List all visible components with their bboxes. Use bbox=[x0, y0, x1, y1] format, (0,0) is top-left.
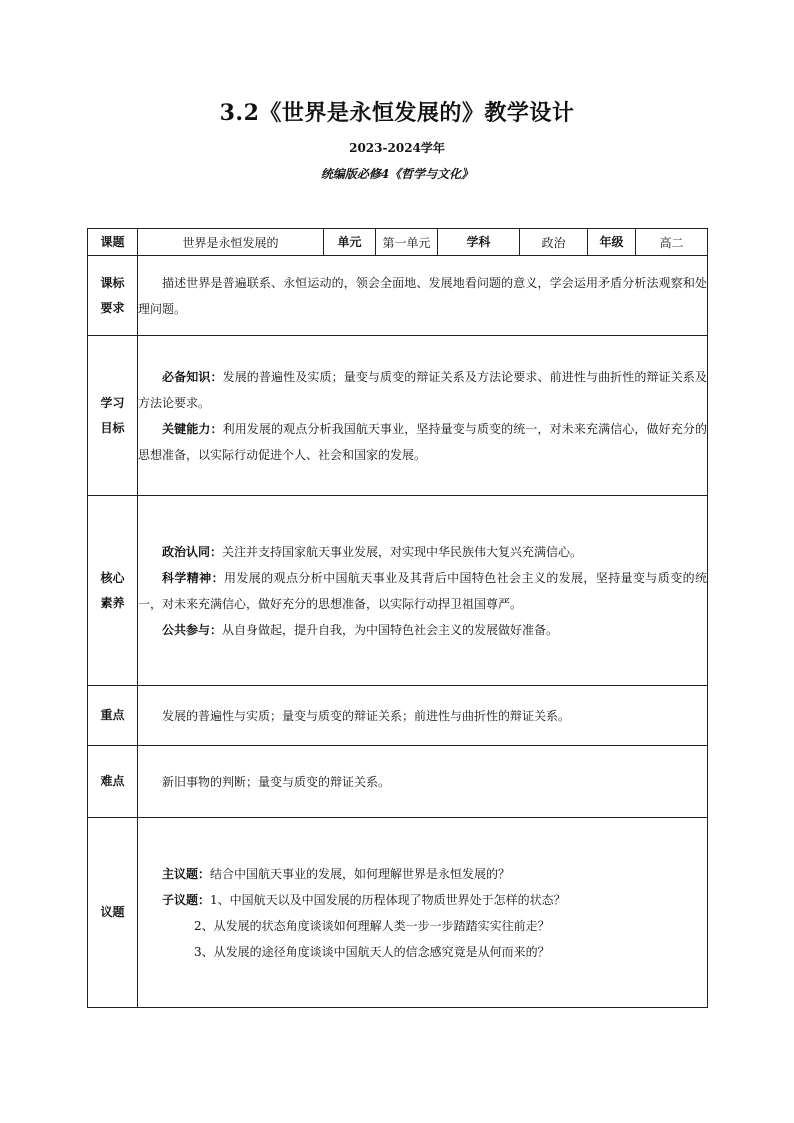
standards-label-line1: 课标 bbox=[100, 275, 125, 290]
literacy-label-line2: 素养 bbox=[100, 595, 125, 610]
literacy-row bbox=[88, 496, 708, 686]
topics-row bbox=[88, 818, 708, 1008]
key-points-label: 重点 bbox=[88, 686, 138, 746]
objectives-label-line2: 目标 bbox=[100, 420, 125, 435]
literacy-label-line1: 核心 bbox=[100, 570, 125, 585]
literacy-label bbox=[88, 496, 138, 686]
sub-topic-item: 2、从发展的状态角度谈谈如何理解人类一步一步踏踏实实往前走？ bbox=[194, 918, 550, 933]
literacy-body: 从自身做起，提升自我，为中国特色社会主义的发展做好准备。 bbox=[222, 622, 559, 637]
grade-value: 高二 bbox=[636, 229, 708, 256]
subject-value: 政治 bbox=[520, 229, 588, 256]
standards-label bbox=[88, 256, 138, 336]
sub-topic-item: 1、中国航天以及中国发展的历程体现了物质世界处于怎样的状态？ bbox=[210, 892, 566, 907]
topics-content bbox=[138, 818, 708, 1008]
topic-label: 课题 bbox=[88, 229, 138, 256]
key-points-text: 发展的普遍性与实质；量变与质变的辩证关系；前进性与曲折性的辩证关系。 bbox=[162, 708, 571, 723]
objective-body: 利用发展的观点分析我国航天事业，坚持量变与质变的统一，对未来充满信心，做好充分的思想准备，以实际行动促进个人、社会和国家的发展。 bbox=[138, 421, 707, 462]
objective-head: 必备知识： bbox=[162, 369, 223, 384]
topics-label: 议题 bbox=[88, 818, 138, 1008]
literacy-item bbox=[138, 617, 707, 643]
objective-head: 关键能力： bbox=[162, 421, 223, 436]
unit-value: 第一单元 bbox=[376, 229, 438, 256]
lesson-plan-table bbox=[87, 228, 708, 1008]
literacy-head: 科学精神： bbox=[162, 570, 224, 585]
school-year: 2023-2024学年 bbox=[349, 141, 445, 155]
standards-row bbox=[88, 256, 708, 336]
subject-label: 学科 bbox=[438, 229, 520, 256]
literacy-content bbox=[138, 496, 708, 686]
grade-label: 年级 bbox=[588, 229, 636, 256]
objective-body: 发展的普遍性及实质；量变与质变的辩证关系及方法论要求、前进性与曲折性的辩证关系及方法论要求。 bbox=[138, 369, 707, 410]
main-topic-body: 结合中国航天事业的发展，如何理解世界是永恒发展的？ bbox=[210, 866, 511, 881]
objectives-label-line1: 学习 bbox=[100, 395, 125, 410]
document-title: 3.2《世界是永恒发展的》教学设计 bbox=[219, 100, 575, 126]
literacy-head: 政治认同： bbox=[162, 544, 223, 559]
objectives-content bbox=[138, 336, 708, 496]
key-points-row bbox=[88, 686, 708, 746]
literacy-item bbox=[138, 565, 707, 617]
key-points-content bbox=[138, 686, 708, 746]
standards-content bbox=[138, 256, 708, 336]
info-row bbox=[88, 229, 708, 256]
objective-item bbox=[138, 364, 707, 416]
sub-topic-first bbox=[138, 887, 707, 913]
objectives-row bbox=[88, 336, 708, 496]
difficulties-content bbox=[138, 746, 708, 818]
unit-label: 单元 bbox=[324, 229, 376, 256]
objectives-label bbox=[88, 336, 138, 496]
difficulties-label: 难点 bbox=[88, 746, 138, 818]
sub-topic-head: 子议题： bbox=[162, 892, 211, 907]
literacy-head: 公共参与： bbox=[162, 622, 223, 637]
literacy-item bbox=[138, 539, 707, 565]
main-topic bbox=[138, 861, 707, 887]
standards-label-line2: 要求 bbox=[100, 300, 125, 315]
difficulties-text: 新旧事物的判断；量变与质变的辩证关系。 bbox=[162, 774, 391, 789]
difficulties-row bbox=[88, 746, 708, 818]
main-topic-head: 主议题： bbox=[162, 866, 211, 881]
literacy-body: 关注并支持国家航天事业发展，对实现中华民族伟大复兴充满信心。 bbox=[222, 544, 583, 559]
standards-text: 描述世界是普遍联系、永恒运动的，领会全面地、发展地看问题的意义，学会运用矛盾分析法观察和处理问题。 bbox=[138, 275, 707, 316]
textbook-edition: 统编版必修4《哲学与文化》 bbox=[320, 167, 474, 181]
topic-value: 世界是永恒发展的 bbox=[138, 229, 324, 256]
objective-item bbox=[138, 416, 707, 468]
literacy-body: 用发展的观点分析中国航天事业及其背后中国特色社会主义的发展，坚持量变与质变的统一，对未来充满信心，做好充分的思想准备，以实际行动捍卫祖国尊严。 bbox=[138, 570, 707, 611]
sub-topic-item: 3、从发展的途径角度谈谈中国航天人的信念感究竟是从何而来的？ bbox=[194, 944, 550, 959]
